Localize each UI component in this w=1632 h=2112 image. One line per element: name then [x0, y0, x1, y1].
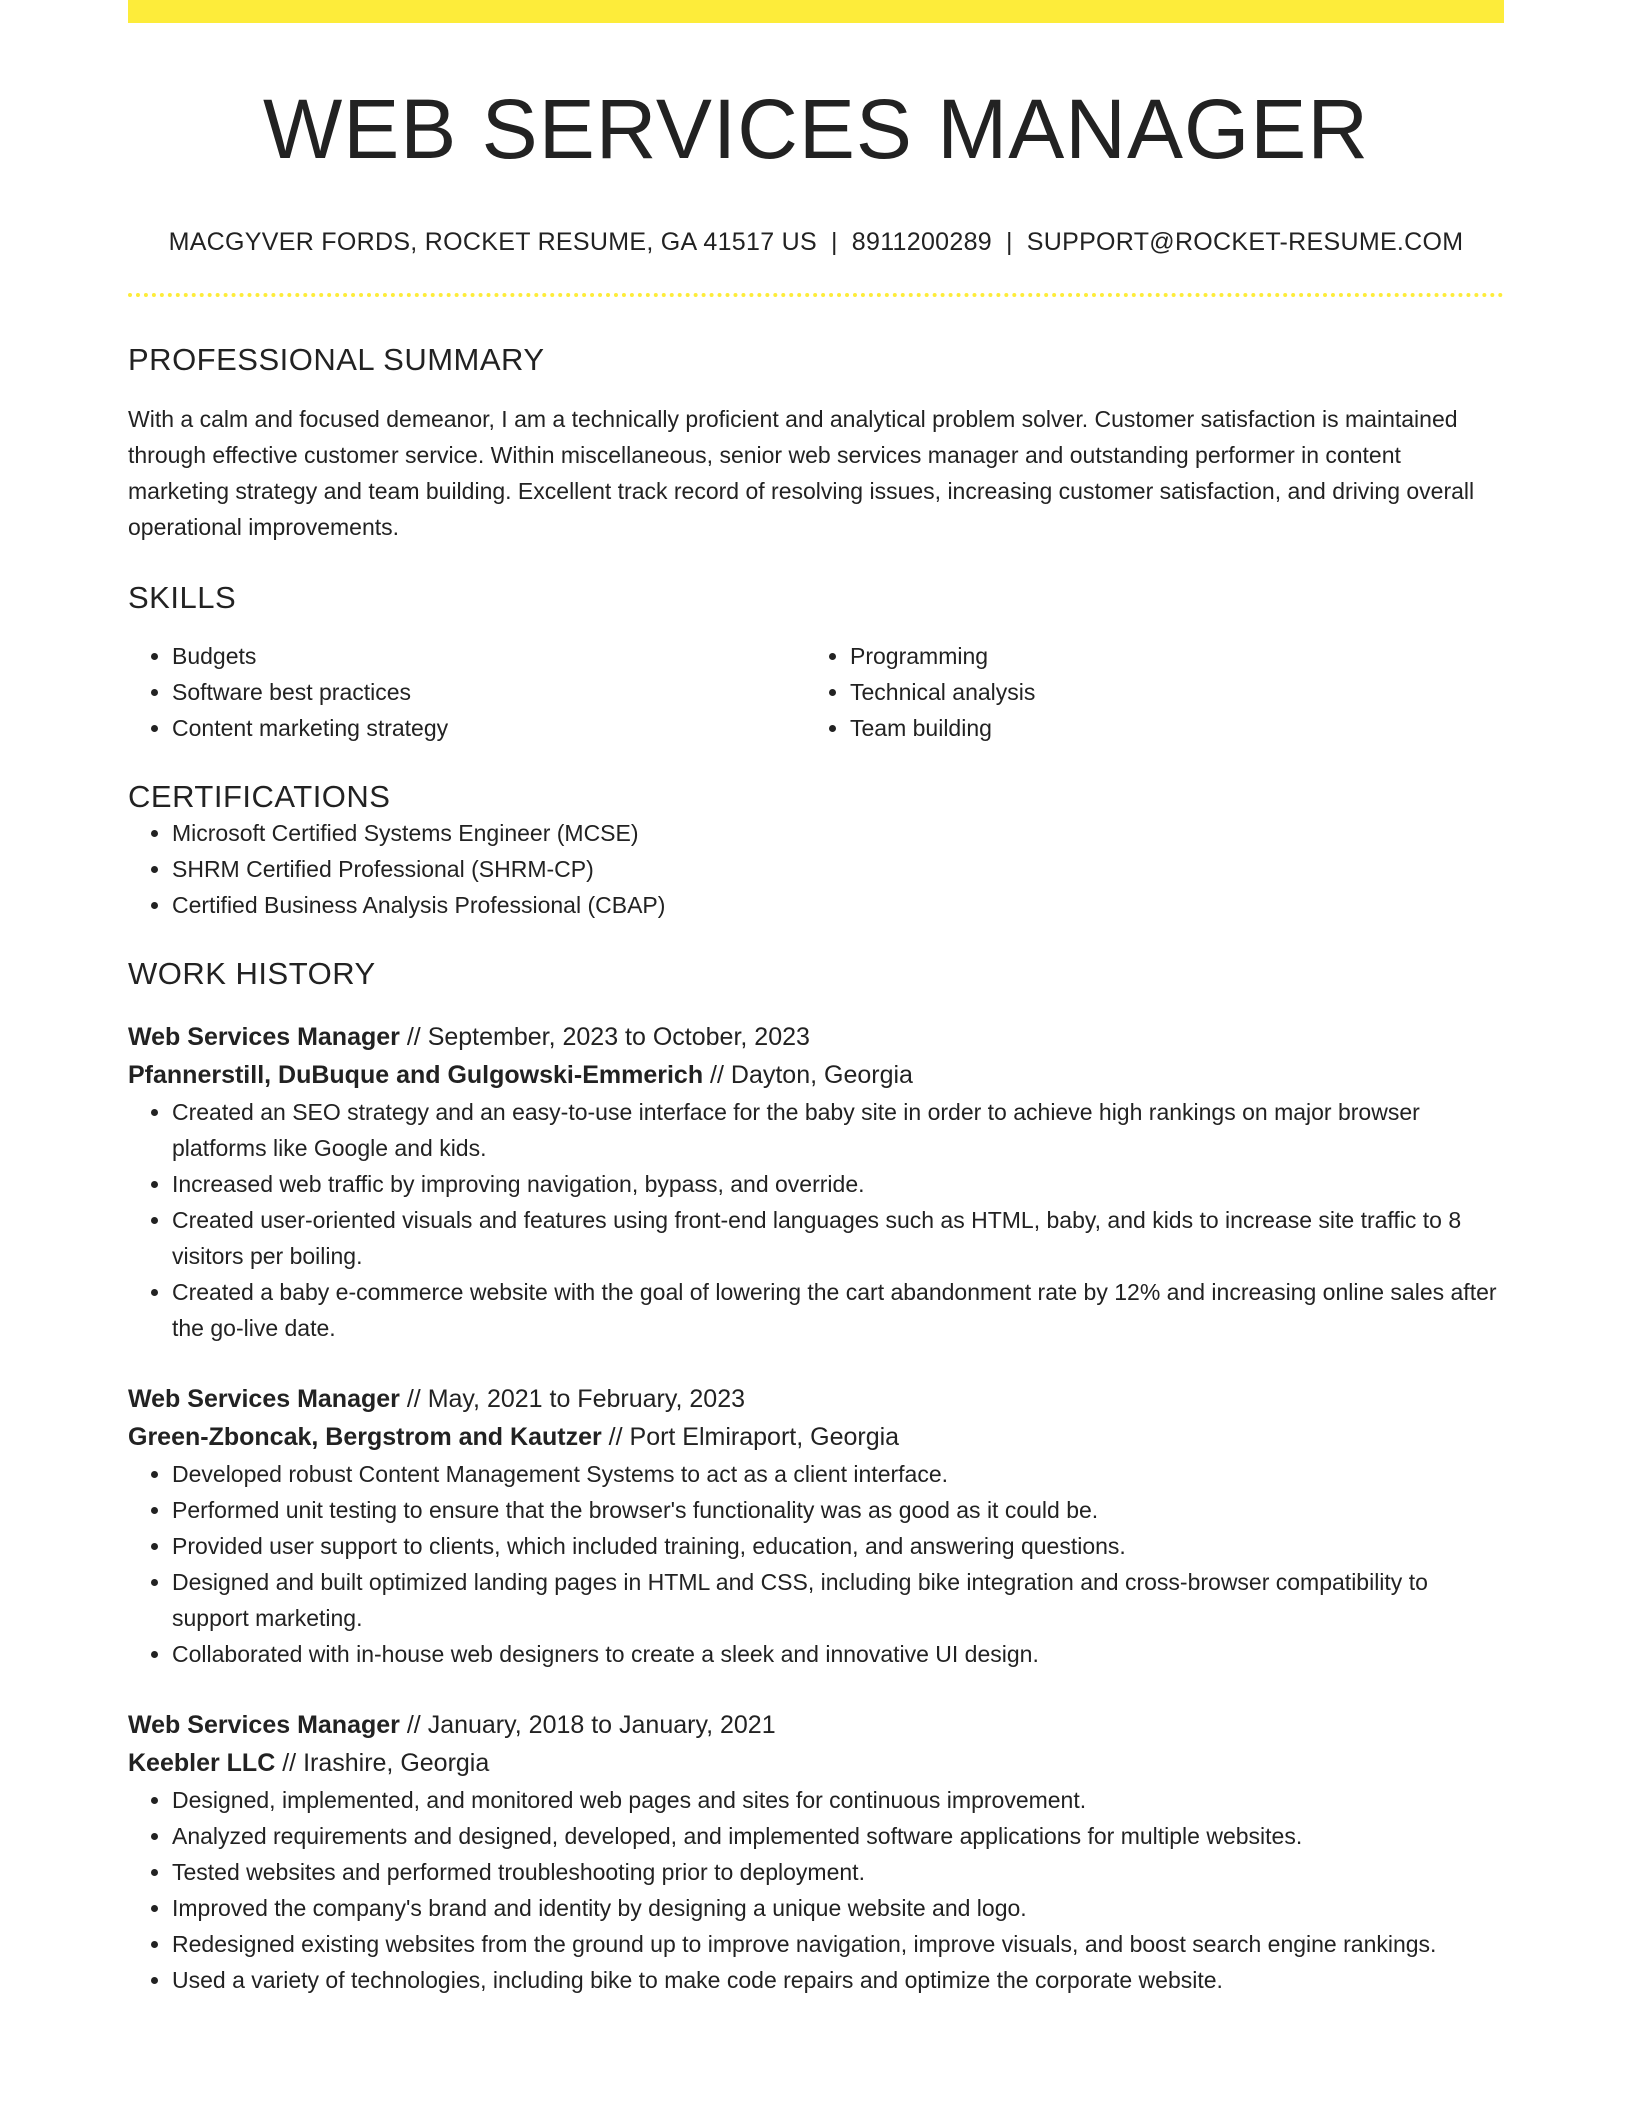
job-title: Web Services Manager	[128, 1023, 400, 1052]
job-title-line	[128, 1018, 1504, 1056]
job-separator: //	[601, 1423, 630, 1452]
job-bullet: • Collaborated with in-house web designers to create a sleek and innovative UI design.	[172, 1636, 1504, 1672]
job-bullet: • Increased web traffic by improving navigation, bypass, and override.	[172, 1166, 1504, 1202]
skill-item: • Budgets	[172, 638, 806, 674]
work-history-list	[128, 1018, 1504, 1998]
summary-heading: PROFESSIONAL SUMMARY	[128, 342, 545, 378]
skill-item: • Content marketing strategy	[172, 710, 806, 746]
job-bullet: • Created an SEO strategy and an easy-to-use interface for the baby site in order to achieve high rankings on major browser platforms like Google and kids.	[172, 1094, 1504, 1166]
job-bullet: • Performed unit testing to ensure that the browser's functionality was as good as it could be.	[172, 1492, 1504, 1528]
job-bullet: • Provided user support to clients, which included training, education, and answering questions.	[172, 1528, 1504, 1564]
certification-item: • Certified Business Analysis Professional (CBAP)	[172, 887, 1504, 923]
job-separator: //	[399, 1711, 428, 1740]
dotted-divider	[128, 293, 1504, 297]
job-bullet: • Redesigned existing websites from the ground up to improve navigation, improve visuals, and boost search engine rankings.	[172, 1926, 1504, 1962]
accent-top-bar	[128, 0, 1504, 23]
job-dates: January, 2018 to January, 2021	[427, 1711, 776, 1740]
contact-email: SUPPORT@ROCKET-RESUME.COM	[1026, 228, 1464, 257]
contact-line	[128, 227, 1504, 257]
job-bullet: • Created a baby e-commerce website with the goal of lowering the cart abandonment rate by 12% and increasing online sales after the go-live date.	[172, 1274, 1504, 1346]
skills-list-right	[806, 638, 1484, 746]
job-company-line	[128, 1744, 1504, 1782]
job-location: Irashire, Georgia	[303, 1749, 490, 1778]
job-company-line	[128, 1418, 1504, 1456]
job-separator: //	[703, 1061, 731, 1090]
job-bullet: • Developed robust Content Management Systems to act as a client interface.	[172, 1456, 1504, 1492]
job-company: Keebler LLC	[128, 1749, 276, 1778]
job-bullet-list	[128, 1782, 1504, 1998]
job-title-line	[128, 1706, 1504, 1744]
job-entry	[128, 1706, 1504, 1998]
job-bullet-list	[128, 1456, 1504, 1672]
work-history-heading: WORK HISTORY	[128, 955, 376, 991]
job-company: Pfannerstill, DuBuque and Gulgowski-Emmerich	[128, 1061, 704, 1090]
job-bullet: • Designed, implemented, and monitored web pages and sites for continuous improvement.	[172, 1782, 1504, 1818]
job-entry	[128, 1380, 1504, 1672]
resume-title: WEB SERVICES MANAGER	[262, 82, 1369, 176]
job-separator: //	[399, 1023, 428, 1052]
job-separator: //	[275, 1749, 304, 1778]
job-location: Dayton, Georgia	[730, 1061, 913, 1090]
job-bullet-list	[128, 1094, 1504, 1346]
job-bullet: • Analyzed requirements and designed, developed, and implemented software applications for multiple websites.	[172, 1818, 1504, 1854]
job-company: Green-Zboncak, Bergstrom and Kautzer	[128, 1423, 602, 1452]
job-separator: //	[399, 1385, 428, 1414]
certification-item: • Microsoft Certified Systems Engineer (MCSE)	[172, 815, 1504, 851]
job-title: Web Services Manager	[128, 1385, 400, 1414]
contact-address: MACGYVER FORDS, ROCKET RESUME, GA 41517 US	[168, 228, 817, 257]
skill-item: • Programming	[850, 638, 1484, 674]
job-bullet: • Used a variety of technologies, including bike to make code repairs and optimize the corporate website.	[172, 1962, 1504, 1998]
job-company-line	[128, 1056, 1504, 1094]
contact-phone: 8911200289	[851, 228, 992, 257]
skill-item: • Software best practices	[172, 674, 806, 710]
job-bullet: • Designed and built optimized landing pages in HTML and CSS, including bike integration and cross-browser compatibility to support marketing.	[172, 1564, 1504, 1636]
skill-item: • Team building	[850, 710, 1484, 746]
skill-item: • Technical analysis	[850, 674, 1484, 710]
job-location: Port Elmiraport, Georgia	[629, 1423, 900, 1452]
skills-heading: SKILLS	[128, 579, 237, 615]
job-title-line	[128, 1380, 1504, 1418]
resume-page	[128, 0, 1504, 1998]
job-dates: May, 2021 to February, 2023	[427, 1385, 745, 1414]
contact-separator: |	[831, 228, 838, 257]
skills-grid	[128, 638, 1504, 746]
skills-column-left	[128, 638, 806, 746]
certifications-list	[128, 815, 1504, 923]
certification-item: • SHRM Certified Professional (SHRM-CP)	[172, 851, 1504, 887]
certifications-heading: CERTIFICATIONS	[128, 778, 391, 814]
job-bullet: • Tested websites and performed troubleshooting prior to deployment.	[172, 1854, 1504, 1890]
job-bullet: • Improved the company's brand and identity by designing a unique website and logo.	[172, 1890, 1504, 1926]
job-dates: September, 2023 to October, 2023	[427, 1023, 810, 1052]
job-entry	[128, 1018, 1504, 1346]
job-title: Web Services Manager	[128, 1711, 400, 1740]
contact-separator: |	[1005, 228, 1013, 257]
skills-list-left	[128, 638, 806, 746]
skills-column-right	[806, 638, 1484, 746]
job-bullet: • Created user-oriented visuals and features using front-end languages such as HTML, baby, and kids to increase site traffic to 8 visitors per boiling.	[172, 1202, 1504, 1274]
summary-text: With a calm and focused demeanor, I am a technically proficient and analytical problem solver. Customer satisfaction is maintained through effective customer service. Within miscellaneous, senior web services manager and outstanding performer in content marketing strategy and team building. Excellent track record of resolving issues, increasing customer satisfaction, and driving overall operational improvements.	[128, 405, 1475, 540]
